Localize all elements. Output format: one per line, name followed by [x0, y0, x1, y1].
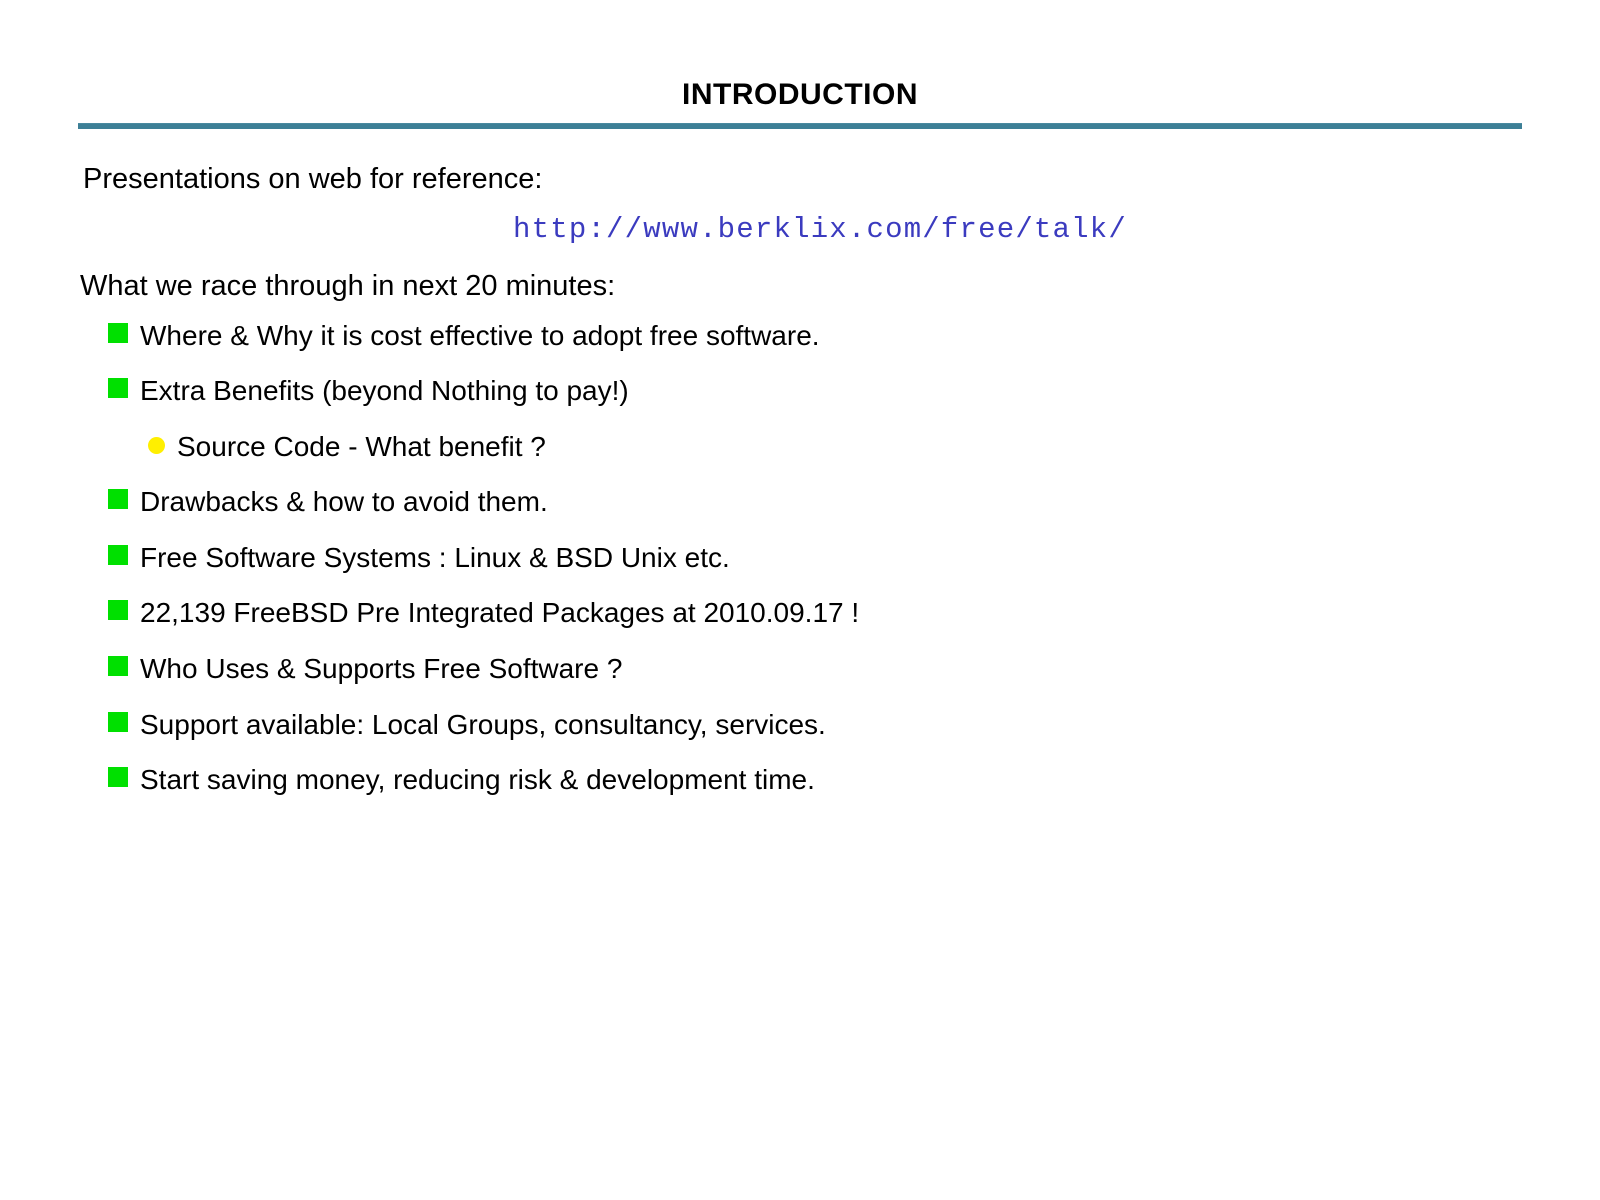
list-item [78, 374, 1522, 408]
agenda-list [78, 319, 1522, 797]
green-square-bullet-icon [108, 600, 128, 620]
list-item-label: Extra Benefits (beyond Nothing to pay!) [140, 375, 629, 407]
list-item [78, 541, 1522, 575]
list-item [78, 596, 1522, 630]
list-item [78, 319, 1522, 353]
lead-text-agenda: What we race through in next 20 minutes: [80, 270, 616, 303]
green-square-bullet-icon [108, 767, 128, 787]
green-square-bullet-icon [108, 323, 128, 343]
list-item [78, 708, 1522, 742]
list-item-label: 22,139 FreeBSD Pre Integrated Packages at 2010.09.17 ! [140, 597, 860, 629]
reference-url[interactable]: http://www.berklix.com/free/talk/ [513, 213, 1127, 247]
green-square-bullet-icon [108, 378, 128, 398]
green-square-bullet-icon [108, 545, 128, 565]
slide-body [0, 129, 1600, 797]
page-title: INTRODUCTION [682, 78, 918, 111]
list-item [78, 763, 1522, 797]
list-item [120, 430, 1522, 464]
list-item-label: Drawbacks & how to avoid them. [140, 486, 548, 518]
list-item [78, 652, 1522, 686]
yellow-disc-bullet-icon [148, 437, 165, 454]
list-item-label: Support available: Local Groups, consultancy, services. [140, 708, 826, 740]
list-item [78, 485, 1522, 519]
green-square-bullet-icon [108, 656, 128, 676]
lead-text-presentations: Presentations on web for reference: [83, 163, 543, 195]
green-square-bullet-icon [108, 712, 128, 732]
list-item-label: Who Uses & Supports Free Software ? [140, 653, 623, 685]
list-item-label: Where & Why it is cost effective to adopt free software. [140, 319, 820, 351]
green-square-bullet-icon [108, 489, 128, 509]
list-item-label: Free Software Systems : Linux & BSD Unix etc. [140, 541, 730, 573]
list-item-label: Start saving money, reducing risk & development time. [140, 764, 815, 796]
list-item-label: Source Code - What benefit ? [177, 430, 546, 462]
